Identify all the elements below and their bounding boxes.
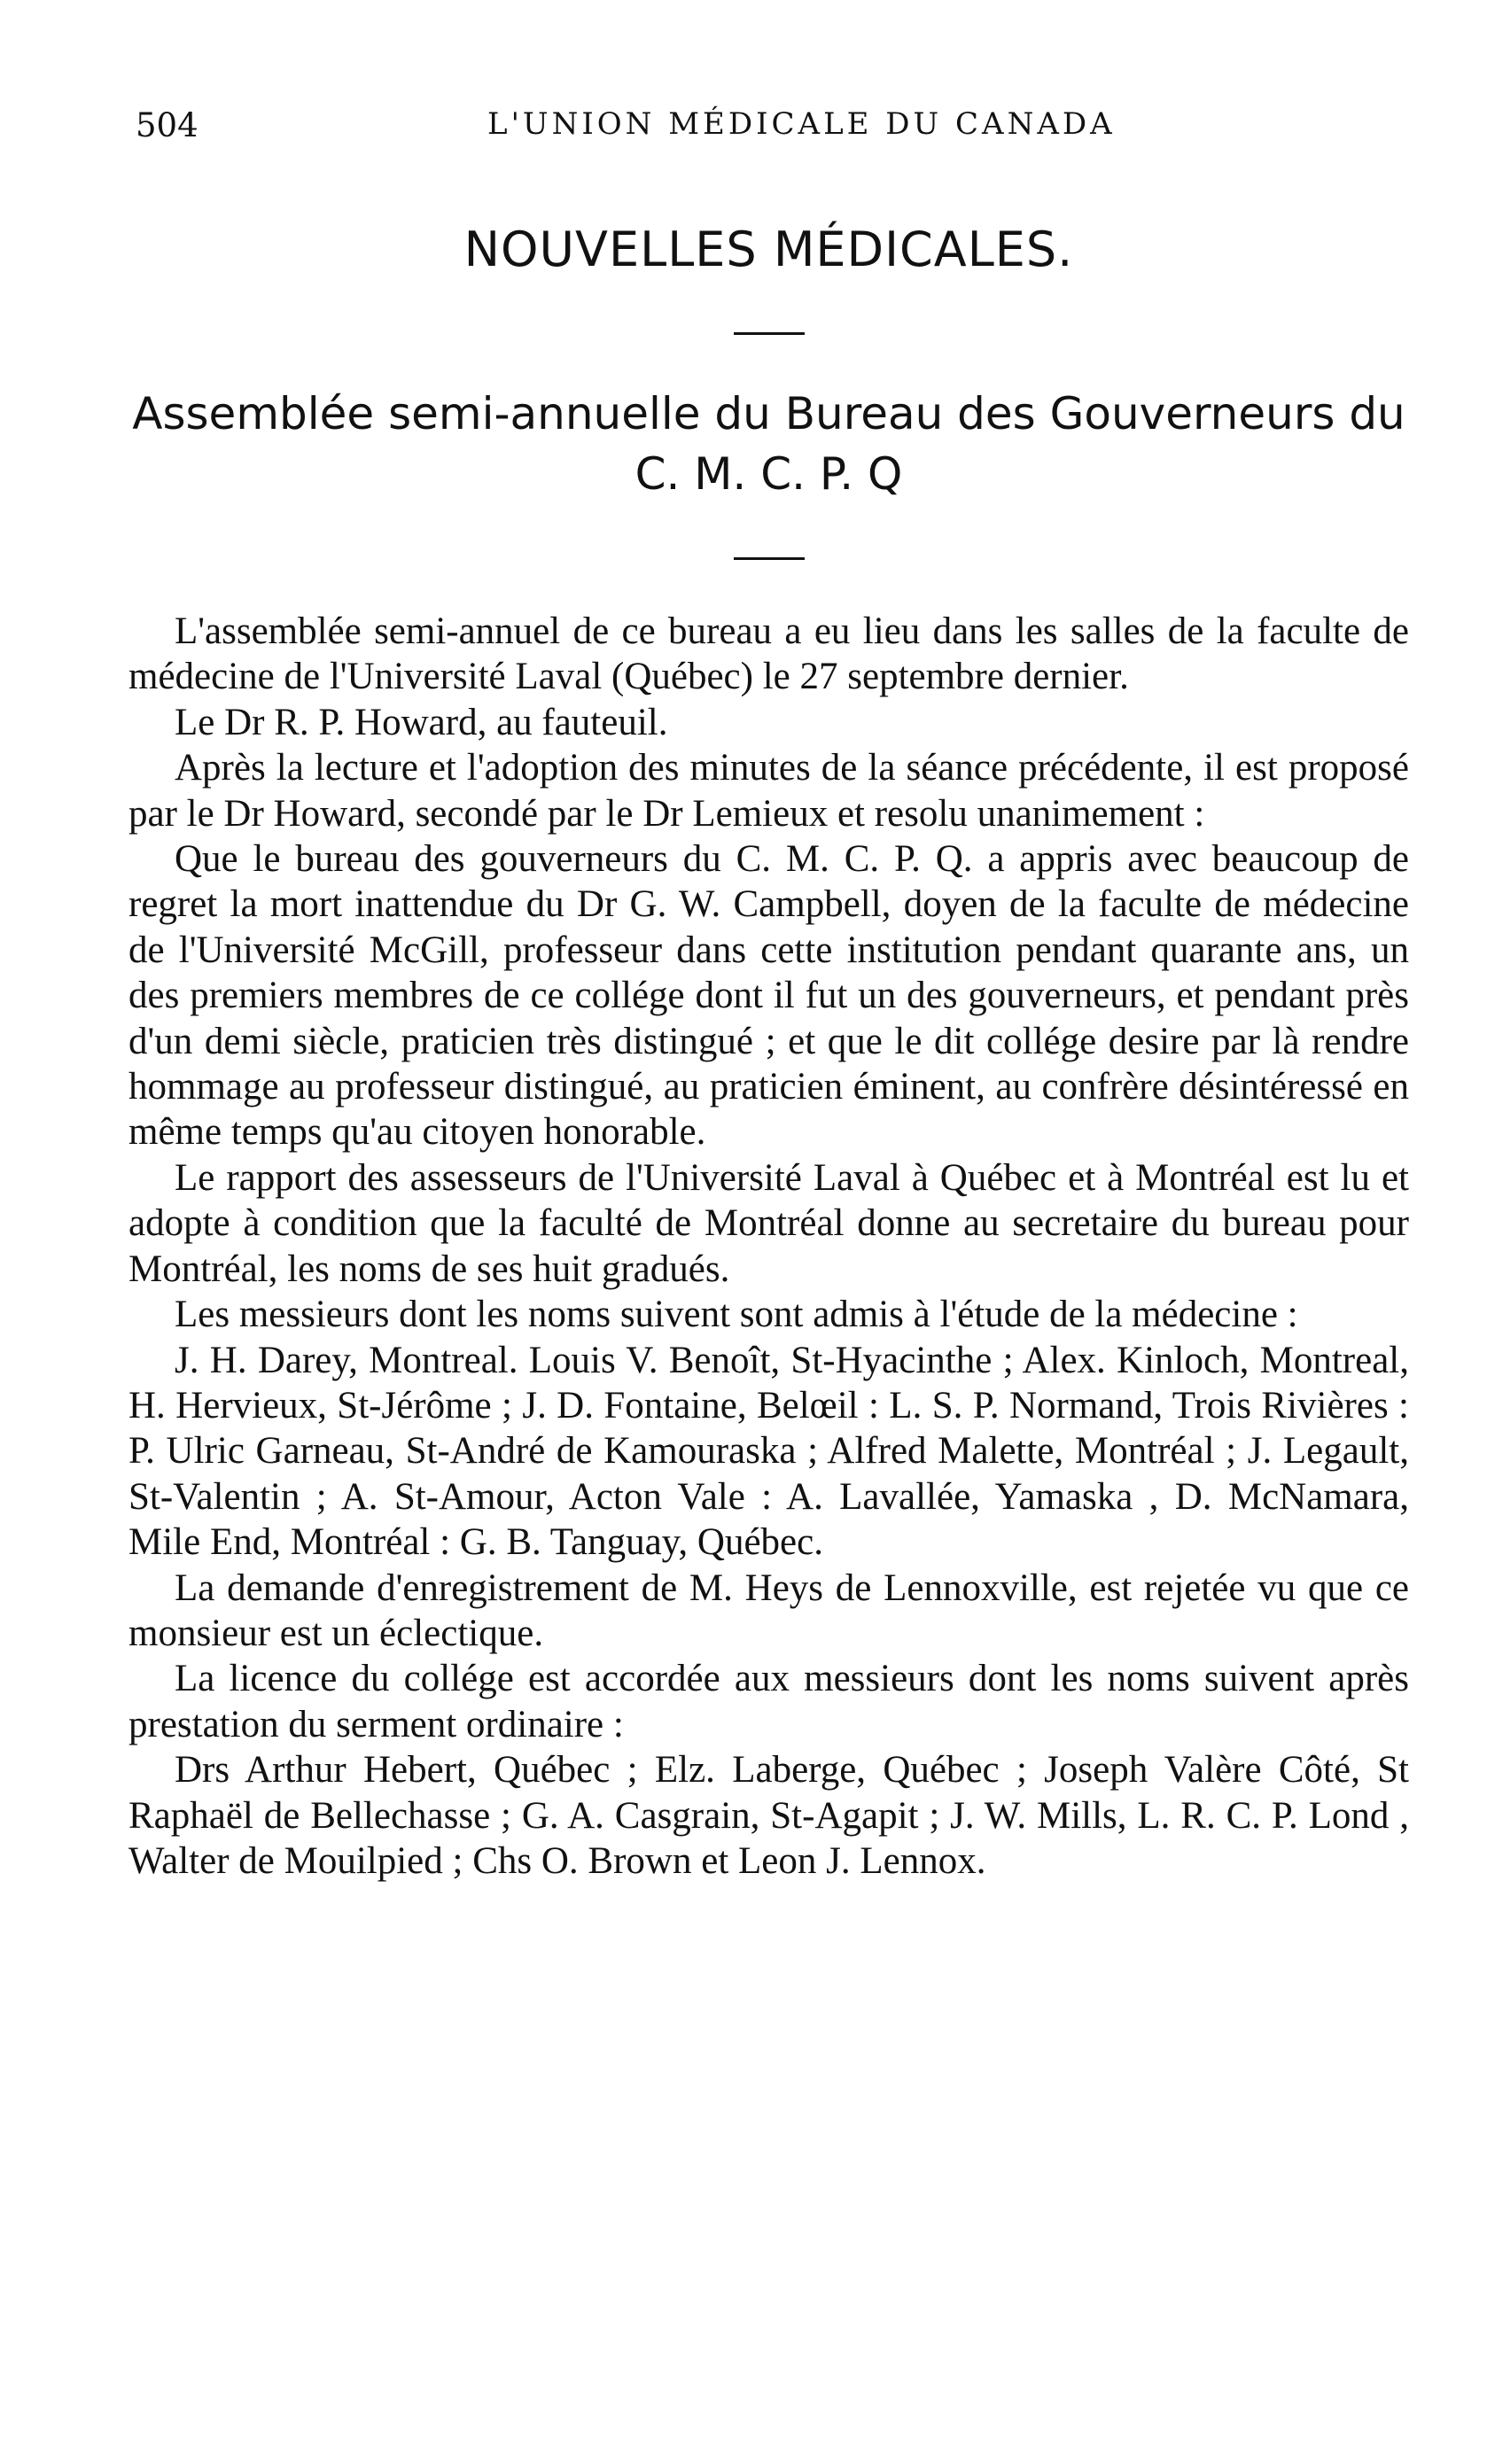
divider-rule [734,332,805,335]
paragraph: J. H. Darey, Montreal. Louis V. Benoît, St-Hyacinthe ; Alex. Kinloch, Montreal, H. Hervieux, St-Jérôme ; J. D. Fontaine, Belœil : L. S. P. Normand, Trois Rivières : P. Ulric Garneau, St-André de Kamouraska ; Alfred Malette, Montréal ; J. Legault, St-Valentin ; A. St-Amour, Acton Vale : A. Lavallée, Yamaska , D. McNamara, Mile End, Montréal : G. B. Tanguay, Québec. [128,1339,1409,1564]
paragraph: Les messieurs dont les noms suivent sont admis à l'étude de la médecine : [175,1294,1298,1336]
running-head [128,106,1409,159]
paragraph: Drs Arthur Hebert, Québec ; Elz. Laberge, Québec ; Joseph Valère Côté, St Raphaël de Bellechasse ; G. A. Casgrain, St-Agapit ; J. W. Mills, L. R. C. P. Lond , Walter de Mouilpied ; Chs O. Brown et Leon J. Lennox. [128,1749,1409,1882]
page [128,106,1409,1884]
paragraph: Après la lecture et l'adoption des minutes de la séance précédente, il est proposé par le Dr Howard, secondé par le Dr Lemieux et resolu unanimement : [128,747,1409,835]
paragraph: Le Dr R. P. Howard, au fauteuil. [175,701,668,743]
divider-rule [734,557,805,560]
paragraph: Le rapport des assesseurs de l'Université Laval à Québec et à Montréal est lu et adopte à condition que la faculté de Montréal donne au secretaire du bureau pour Montréal, les noms de ses huit gradués. [128,1156,1409,1290]
journal-title: L'UNION MÉDICALE DU CANADA [487,106,1116,142]
paragraph: Que le bureau des gouverneurs du C. M. C. P. Q. a appris avec beaucoup de regret la mort inattendue du Dr G. W. Campbell, doyen de la faculte de médecine de l'Université McGill, professeur dans cette institution pendant quarante ans, un des premiers membres de ce collége dont il fut un des gouverneurs, et pendant près d'un demi siècle, praticien très distingué ; et que le dit collége desire par là rendre hommage au professeur distingué, au praticien éminent, au confrère désintéressé en même temps qu'au citoyen honorable. [128,838,1409,1154]
page-number: 504 [136,106,199,144]
paragraph: La licence du collége est accordée aux messieurs dont les noms suivent après prestation du serment ordinaire : [128,1658,1409,1745]
paragraph: La demande d'enregistrement de M. Heys de Lennoxville, est rejetée vu que ce monsieur est un éclectique. [128,1566,1409,1654]
article-title: Assemblée semi-annuelle du Bureau des Gouverneurs du C. M. C. P. Q [132,388,1405,500]
section-title: NOUVELLES MÉDICALES. [463,222,1074,277]
article-body [128,609,1409,1884]
paragraph: L'assemblée semi-annuel de ce bureau a eu lieu dans les salles de la faculte de médecine de l'Université Laval (Québec) le 27 septembre dernier. [128,610,1409,698]
